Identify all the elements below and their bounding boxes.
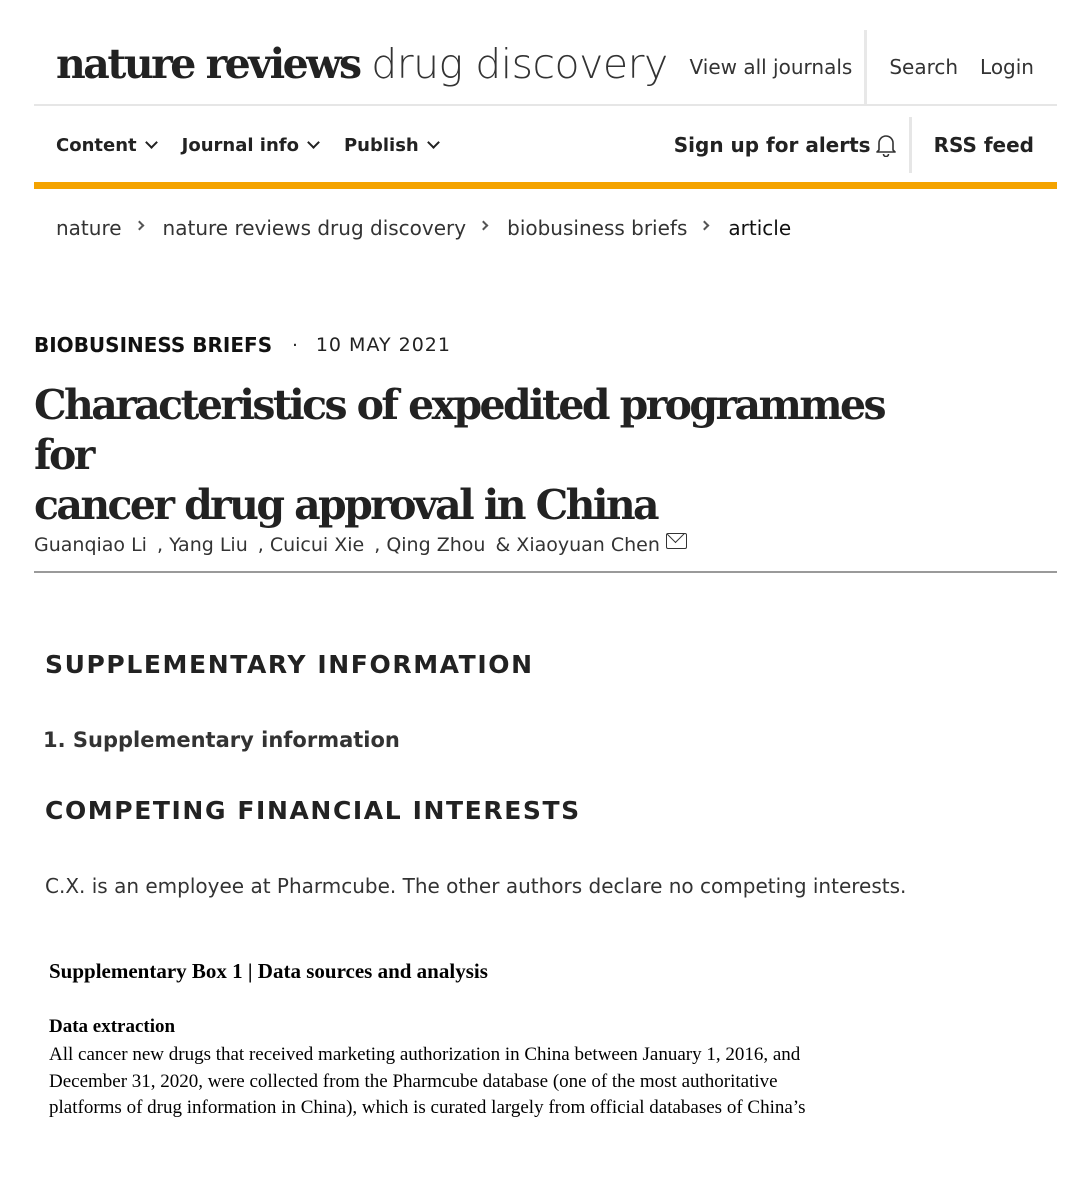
author-link[interactable]: Cuicui Xie [269,534,365,556]
author-link[interactable]: Xiaoyuan Chen [516,534,660,556]
site-header [34,30,1057,106]
search-link[interactable]: Search [889,55,959,79]
chevron-right-icon [700,220,710,230]
breadcrumb-journal[interactable]: nature reviews drug discovery [162,216,467,240]
view-all-journals-link[interactable]: View all journals [668,30,868,104]
body-line: All cancer new drugs that received marketing authorization in China between January 1, 2016, and [49,1044,801,1065]
nav-menu [56,108,464,182]
data-extraction-heading: Data extraction [49,1016,176,1037]
author-link[interactable]: Qing Zhou [386,534,486,556]
login-link[interactable]: Login [980,55,1034,79]
nav-journal-info-label: Journal info [181,134,299,156]
authors-divider [34,571,1057,573]
chevron-right-icon [479,220,489,230]
journal-nav [34,108,1057,182]
author-list [34,534,687,556]
chevron-right-icon [134,220,144,230]
rss-feed-link[interactable]: RSS feed [933,133,1034,157]
nav-publish[interactable] [344,135,438,156]
body-line: December 31, 2020, were collected from the Pharmcube database (one of the most authoritative [49,1070,778,1092]
logo-light-text: drug discovery [371,40,668,88]
email-icon[interactable] [666,533,687,549]
title-line-2: cancer drug approval in China [34,481,658,529]
logo-bold-text: nature reviews [56,40,360,88]
breadcrumb-current: article [728,216,792,240]
article-meta [34,333,451,357]
supplementary-heading: SUPPLEMENTARY INFORMATION [45,650,534,679]
nav-actions [674,108,1057,182]
author-separator: , [368,534,381,556]
chevron-down-icon [145,136,158,149]
meta-separator: · [292,334,298,356]
article-section[interactable]: BIOBUSINESS BRIEFS [34,333,273,357]
accent-bar [34,182,1057,189]
breadcrumb [56,216,791,240]
body-line: platforms of drug information in China), which is curated largely from official databases of China’s [49,1097,806,1118]
author-link[interactable]: Guanqiao Li [34,534,147,556]
competing-interests-text: C.X. is an employee at Pharmcube. The other authors declare no competing interests. [45,874,907,898]
nav-publish-label: Publish [343,134,419,156]
sign-up-alerts-button[interactable] [674,133,909,157]
alerts-label: Sign up for alerts [673,133,871,157]
title-line-1: Characteristics of expedited programmes for [34,381,884,479]
journal-logo[interactable] [56,40,668,88]
breadcrumb-section[interactable]: biobusiness briefs [507,216,688,240]
header-links [668,30,1057,104]
data-extraction-text [49,1042,989,1122]
author-separator: , [150,534,164,556]
bell-icon [875,133,897,157]
author-link[interactable]: Yang Liu [169,534,248,556]
article-title [34,380,934,530]
publish-date: 10 MAY 2021 [315,334,451,356]
supplementary-link[interactable]: 1. Supplementary information [43,728,400,752]
nav-journal-info[interactable] [182,135,318,156]
chevron-down-icon [427,136,440,149]
chevron-down-icon [307,136,320,149]
author-separator: & [489,534,511,556]
nav-content-label: Content [56,134,137,156]
breadcrumb-nature[interactable]: nature [56,216,122,240]
nav-content[interactable] [56,135,156,156]
author-separator: , [251,534,264,556]
supplementary-box-title: Supplementary Box 1 | Data sources and analysis [49,959,488,983]
competing-interests-heading: COMPETING FINANCIAL INTERESTS [45,796,581,825]
